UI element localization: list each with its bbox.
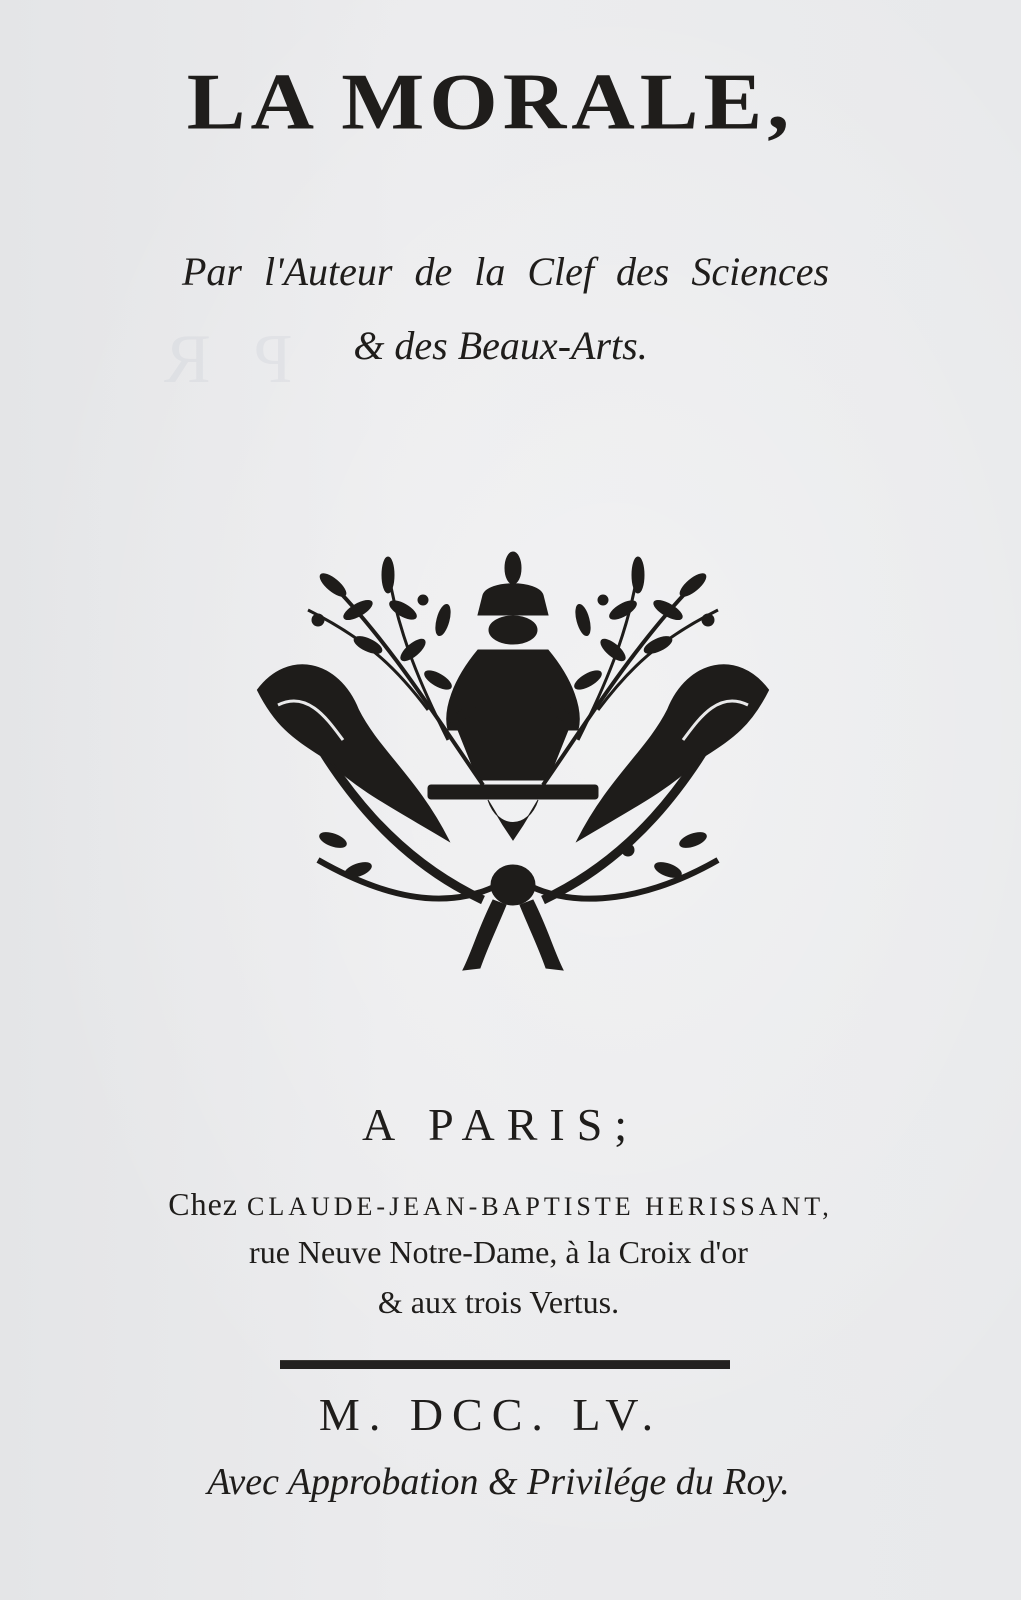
vase-and-laurel-woodcut-icon (248, 540, 778, 990)
imprint-address-line-1: rue Neuve Notre-Dame, à la Croix d'or (249, 1234, 748, 1270)
author-line-1: Par l'Auteur de la Clef des Sciences (181, 249, 830, 294)
publisher-name: CLAUDE-JEAN-BAPTISTE HERISSANT, (247, 1192, 833, 1221)
imprint-place: A PARIS; (361, 1099, 640, 1150)
publication-year: M. DCC. LV. (318, 1389, 663, 1440)
show-through-heading: P R (150, 321, 293, 398)
horizontal-rule (280, 1360, 730, 1369)
imprint-address-line-2: & aux trois Vertus. (377, 1284, 620, 1320)
publisher-prefix: Chez (168, 1186, 238, 1222)
imprint-publisher (0, 1186, 1011, 1223)
book-title: LA MORALE, (186, 57, 795, 148)
royal-privilege-line: Avec Approbation & Privilége du Roy. (207, 1461, 790, 1503)
author-line-2: & des Beaux-Arts. (353, 323, 648, 368)
